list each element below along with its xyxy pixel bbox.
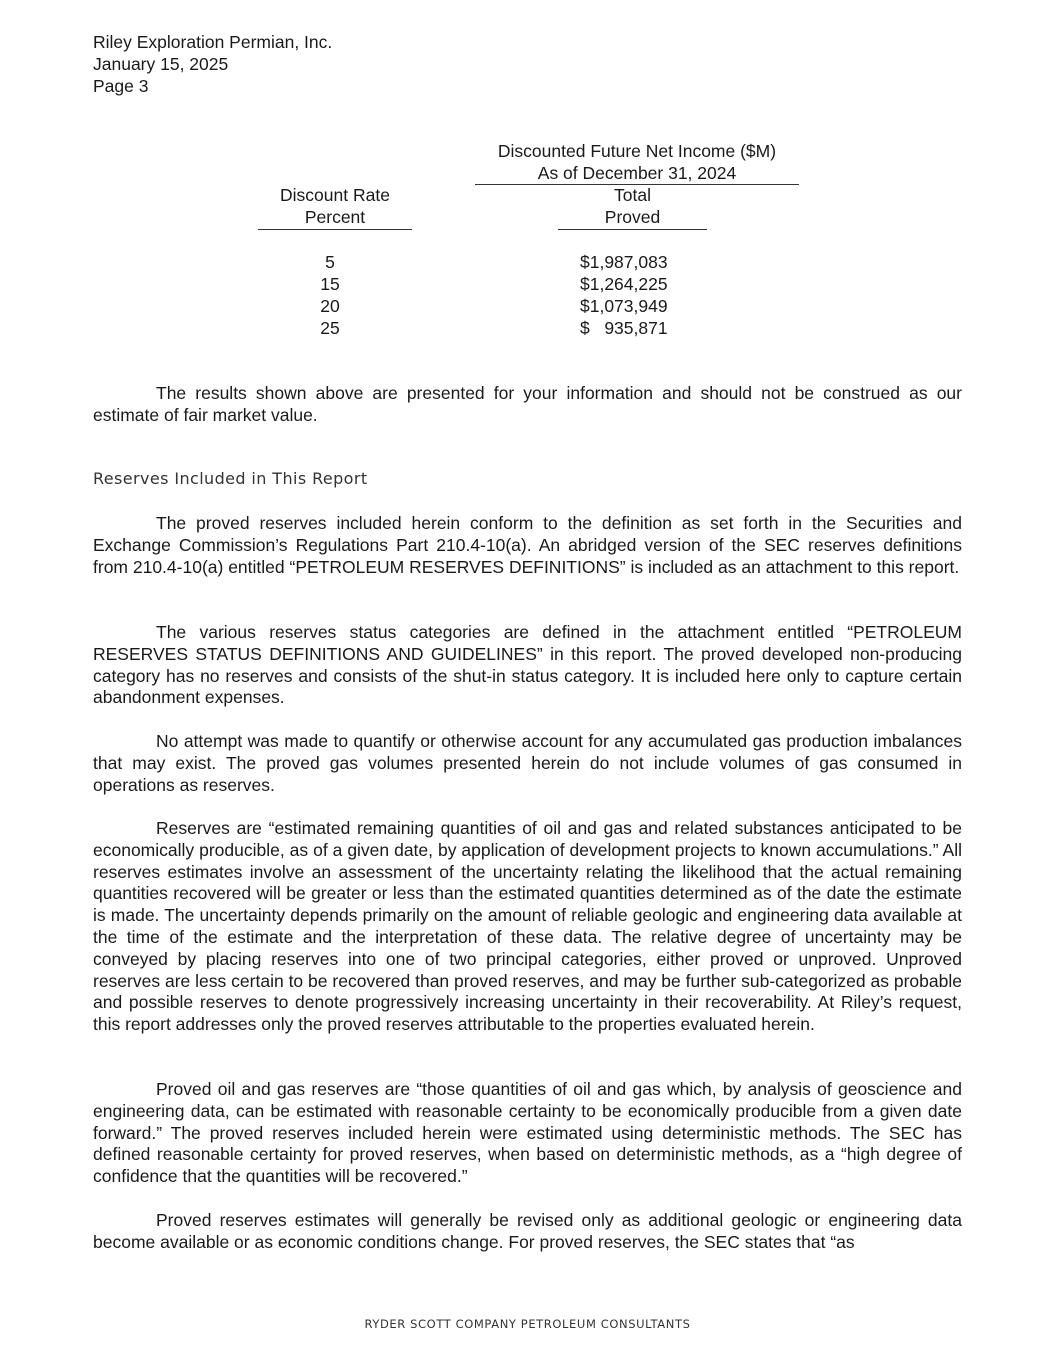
group-header-line2: As of December 31, 2024 <box>537 163 737 183</box>
results-note-paragraph: The results shown above are presented for your information and should not be construed as our estimate of fair market value. <box>93 383 962 425</box>
col-total-header-line1: Total <box>614 185 651 205</box>
page-number: Page 3 <box>93 75 149 96</box>
section-heading: Reserves Included in This Report <box>93 469 368 488</box>
paragraph-revisions: Proved reserves estimates will generally be revised only as additional geologic or engineering data become available or as economic conditions change. For proved reserves, the SEC states that “as <box>93 1210 962 1252</box>
col-total-header-rule <box>558 229 707 230</box>
rate-cell: 25 <box>320 318 340 338</box>
discounted-income-table <box>0 0 1055 360</box>
paragraph-proved-reserves: Proved oil and gas reserves are “those quantities of oil and gas which, by analysis of geoscience and engineering data, can be estimated with reasonable certainty to be economically producible from a given date forward.” The proved reserves included herein were estimated using deterministic methods. The SEC has defined reasonable certainty for proved reserves, when based on deterministic methods, as a “high degree of confidence that the quantities will be recovered.” <box>93 1079 962 1187</box>
amount-cell: $1,987,083 <box>580 252 668 272</box>
company-name: Riley Exploration Permian, Inc. <box>93 32 333 52</box>
group-header-line1: Discounted Future Net Income ($M) <box>497 141 777 161</box>
paragraph-sec-definition: The proved reserves included herein conform to the definition as set forth in the Securities and Exchange Commission’s Regulations Part 210.4-10(a). An abridged version of the SEC reserves definitions from 210.4-10(a) entitled “PETROLEUM RESERVES DEFINITIONS” is included as an attachment to this report. <box>93 513 962 577</box>
amount-cell: $1,073,949 <box>580 296 668 316</box>
letter-date: January 15, 2025 <box>93 53 229 74</box>
col-rate-header-line2: Percent <box>304 207 366 227</box>
rate-cell: 15 <box>320 274 340 294</box>
col-total-header-line2: Proved <box>604 207 661 227</box>
amount-cell: $1,264,225 <box>580 274 668 294</box>
footer-company-tagline: RYDER SCOTT COMPANY PETROLEUM CONSULTANTS <box>364 1317 691 1331</box>
col-rate-header-rule <box>258 229 412 230</box>
paragraph-reserves-definition: Reserves are “estimated remaining quantities of oil and gas and related substances anticipated to be economically producible, as of a given date, by application of development projects to known accumulations.” All reserves estimates involve an assessment of the uncertainty relating the likelihood that the actual remaining quantities recovered will be greater or less than the estimated quantities determined as of the date the estimate is made. The uncertainty depends primarily on the amount of reliable geologic and engineering data available at the time of the estimate and the interpretation of these data. The relative degree of uncertainty may be conveyed by placing reserves into one of two principal categories, either proved or unproved. Unproved reserves are less certain to be recovered than proved reserves, and may be further sub-categorized as probable and possible reserves to denote progressively increasing uncertainty in their recoverability. At Riley’s request, this report addresses only the proved reserves attributable to the properties evaluated herein. <box>93 818 962 1035</box>
rate-cell: 20 <box>320 296 340 316</box>
col-rate-header-line1: Discount Rate <box>280 185 390 205</box>
rate-cell: 5 <box>325 252 335 272</box>
paragraph-status-categories: The various reserves status categories are defined in the attachment entitled “PETROLEUM RESERVES STATUS DEFINITIONS AND GUIDELINES” in this report. The proved developed non-producing category has no reserves and consists of the shut-in status category. It is included here only to capture certain abandonment expenses. <box>93 622 962 708</box>
paragraph-gas-imbalances: No attempt was made to quantify or otherwise account for any accumulated gas production imbalances that may exist. The proved gas volumes presented herein do not include volumes of gas consumed in operations as reserves. <box>93 731 962 795</box>
amount-cell: $ 935,871 <box>580 318 668 338</box>
